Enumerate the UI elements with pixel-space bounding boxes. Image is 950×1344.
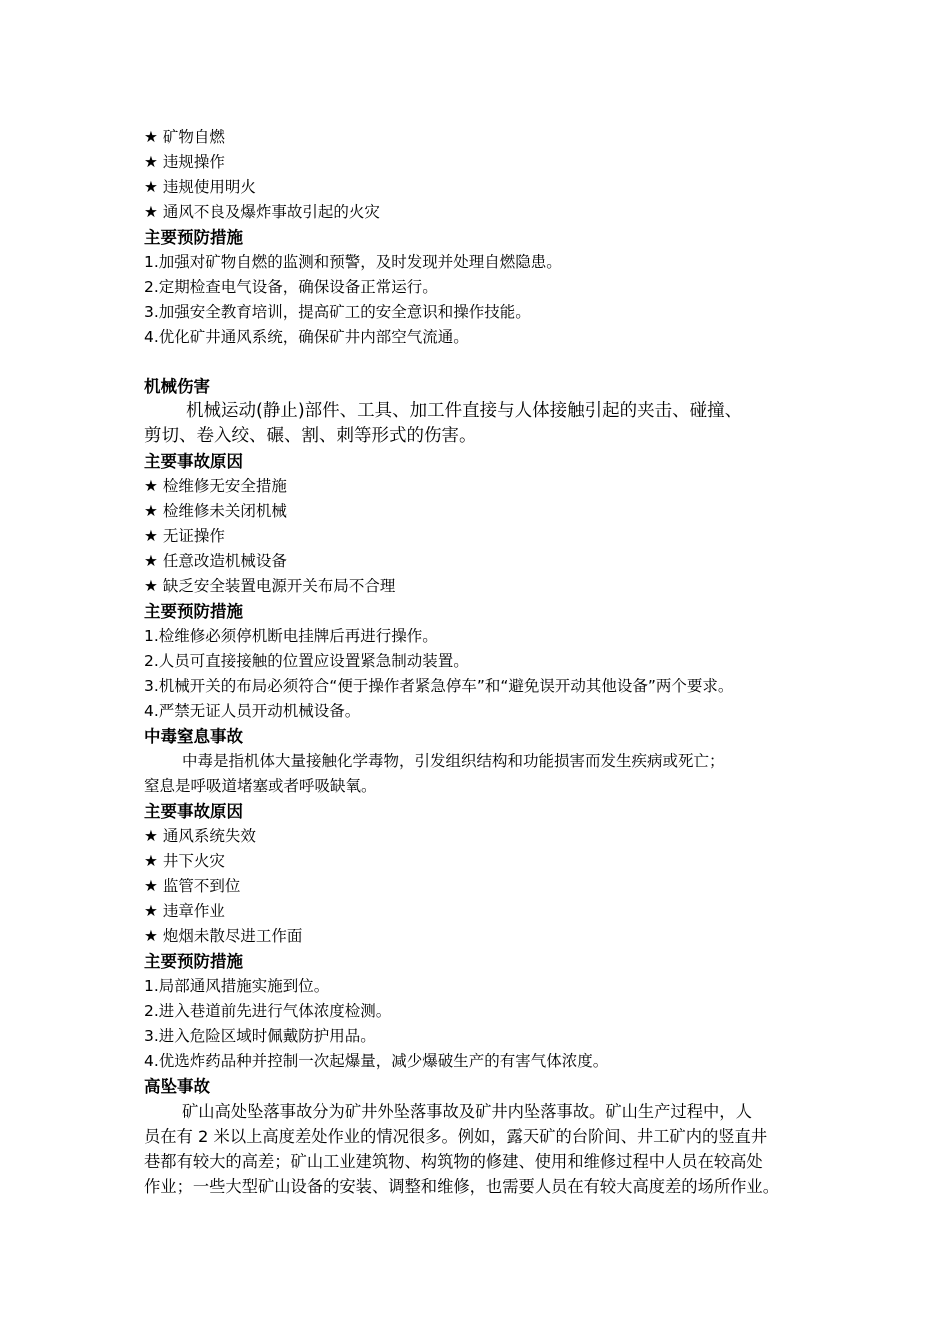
numbered-item: 4.严禁无证人员开动机械设备。 [144, 702, 361, 720]
numbered-item: 2.进入巷道前先进行气体浓度检测。 [144, 1002, 392, 1020]
paragraph-line: 中毒是指机体大量接触化学毒物，引发组织结构和功能损害而发生疾病或死亡； [182, 752, 725, 770]
paragraph-line: 矿山高处坠落事故分为矿井外坠落事故及矿井内坠落事故。矿山生产过程中，人 [182, 1102, 752, 1121]
paragraph-line: 作业；一些大型矿山设备的安装、调整和维修，也需要人员在有较大高度差的场所作业。 [144, 1177, 779, 1196]
document-body [144, 125, 824, 1199]
bullet-item: ★ 检维修未关闭机械 [144, 502, 287, 520]
numbered-item: 1.加强对矿物自燃的监测和预警，及时发现并处理自燃隐患。 [144, 253, 562, 271]
bullet-item: ★ 井下火灾 [144, 852, 225, 870]
numbered-item: 1.检维修必须停机断电挂牌后再进行操作。 [144, 627, 438, 645]
paragraph-line: 巷都有较大的高差；矿山工业建筑物、构筑物的修建、使用和维修过程中人员在较高处 [144, 1152, 763, 1171]
section-heading: 主要预防措施 [144, 602, 243, 621]
section-heading: 高坠事故 [144, 1077, 210, 1096]
paragraph-line: 剪切、卷入绞、碾、割、刺等形式的伤害。 [144, 426, 477, 446]
numbered-item: 2.人员可直接接触的位置应设置紧急制动装置。 [144, 652, 469, 670]
numbered-item: 3.机械开关的布局必须符合“便于操作者紧急停车”和“避免误开动其他设备”两个要求。 [144, 677, 734, 695]
bullet-item: ★ 缺乏安全装置电源开关布局不合理 [144, 577, 396, 595]
numbered-item: 窒息是呼吸道堵塞或者呼吸缺氧。 [144, 777, 377, 795]
section-heading: 主要事故原因 [144, 802, 243, 821]
numbered-item: 4.优选炸药品种并控制一次起爆量，减少爆破生产的有害气体浓度。 [144, 1052, 609, 1070]
bullet-item: ★ 通风系统失效 [144, 827, 256, 845]
bullet-item: ★ 炮烟未散尽进工作面 [144, 927, 303, 945]
numbered-item: 4.优化矿井通风系统，确保矿井内部空气流通。 [144, 328, 469, 346]
section-heading: 机械伤害 [144, 377, 210, 396]
section-heading: 中毒窒息事故 [144, 727, 243, 746]
numbered-item: 3.加强安全教育培训，提高矿工的安全意识和操作技能。 [144, 303, 531, 321]
bullet-item: ★ 检维修无安全措施 [144, 477, 287, 495]
paragraph-line: 员在有 2 米以上高度差处作业的情况很多。例如，露天矿的台阶间、井工矿内的竖直井 [144, 1127, 768, 1146]
bullet-item: ★ 通风不良及爆炸事故引起的火灾 [144, 203, 380, 221]
bullet-item: ★ 任意改造机械设备 [144, 552, 287, 570]
bullet-item: ★ 违规使用明火 [144, 178, 256, 196]
bullet-item: ★ 无证操作 [144, 527, 225, 545]
paragraph-line: 机械运动(静止)部件、工具、加工件直接与人体接触引起的夹击、碰撞、 [186, 401, 743, 421]
numbered-item: 1.局部通风措施实施到位。 [144, 977, 330, 995]
spacer [144, 350, 824, 374]
section-heading: 主要预防措施 [144, 228, 243, 247]
bullet-item: ★ 违规操作 [144, 153, 225, 171]
bullet-item: ★ 监管不到位 [144, 877, 241, 895]
numbered-item: 3.进入危险区域时佩戴防护用品。 [144, 1027, 376, 1045]
bullet-item: ★ 矿物自燃 [144, 128, 225, 146]
numbered-item: 2.定期检查电气设备，确保设备正常运行。 [144, 278, 438, 296]
section-heading: 主要预防措施 [144, 952, 243, 971]
bullet-item: ★ 违章作业 [144, 902, 225, 920]
section-heading: 主要事故原因 [144, 452, 243, 471]
